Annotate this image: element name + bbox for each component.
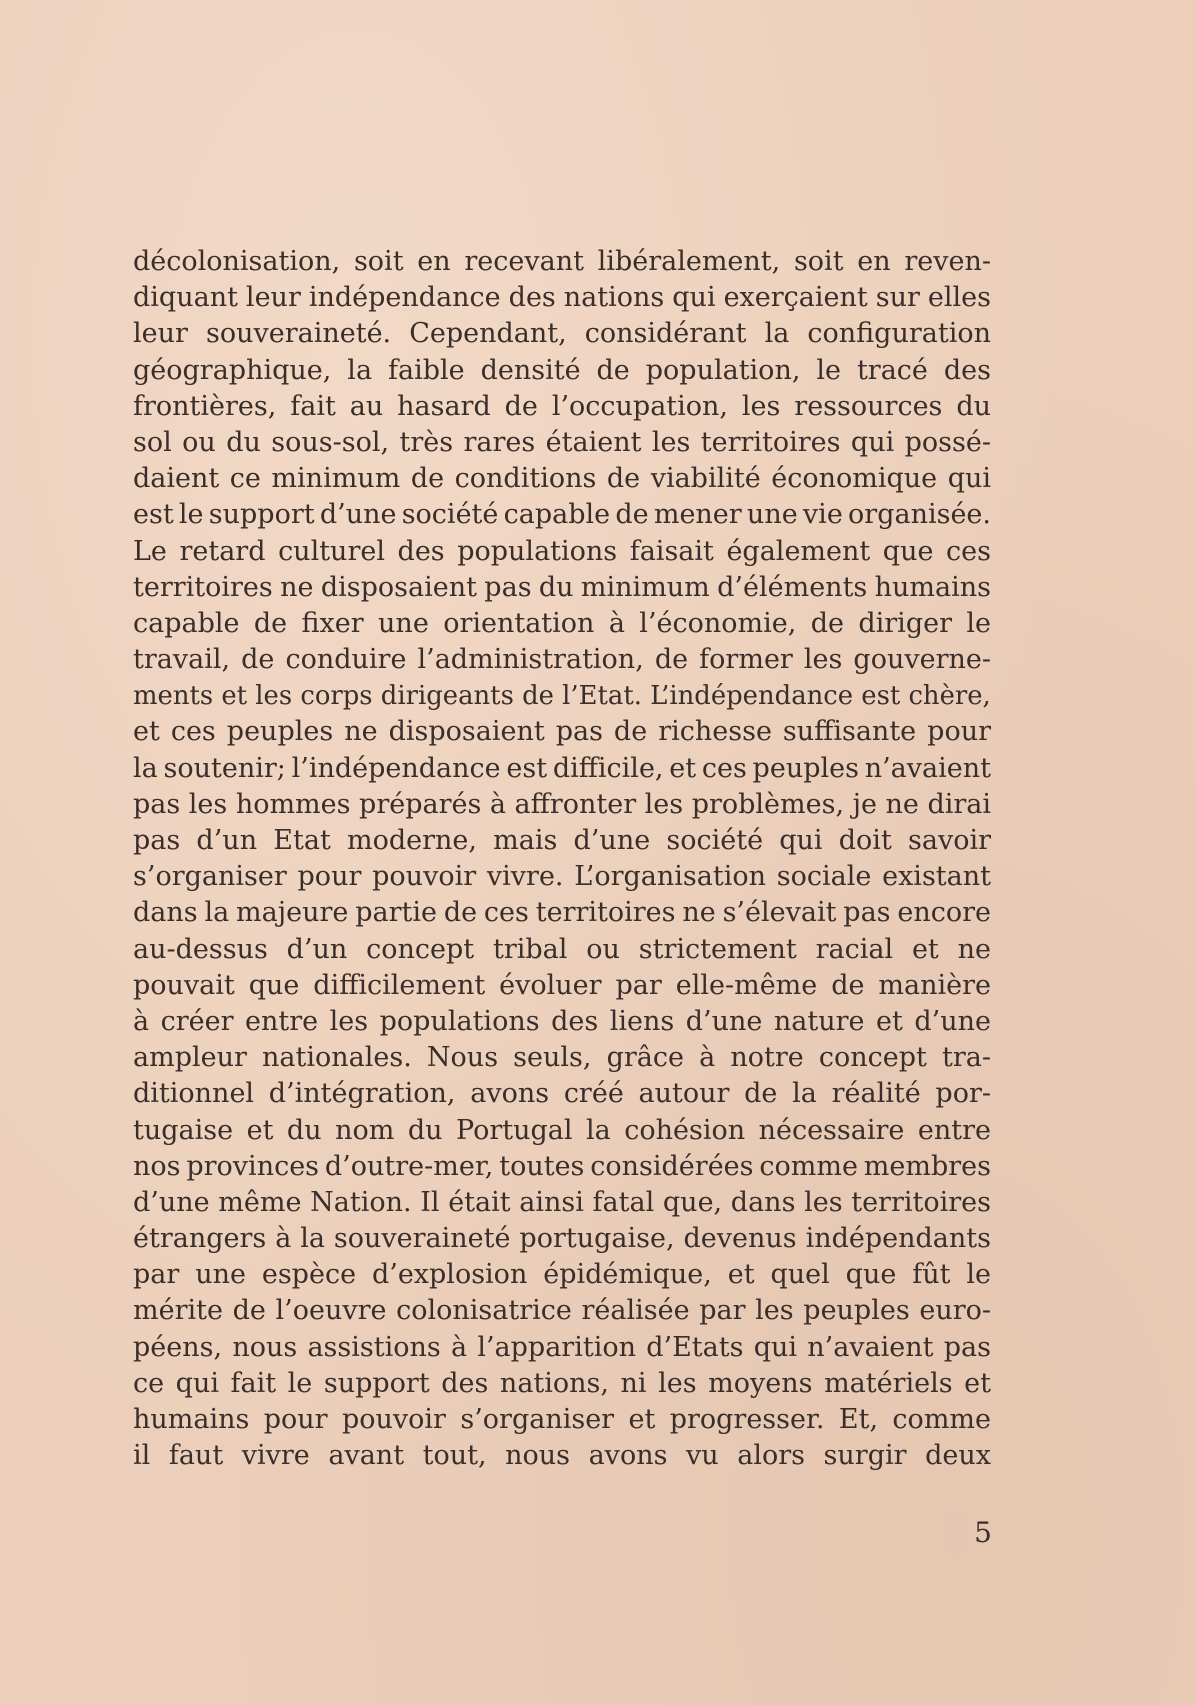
- text-line: capable de fixer une orientation à l’économie, de diriger le: [133, 607, 991, 639]
- text-line: il faut vivre avant tout, nous avons vu alors surgir deux: [133, 1440, 991, 1472]
- text-line: leur souveraineté. Cependant, considérant la configuration: [133, 318, 991, 350]
- text-line: ments et les corps dirigeants de l’Etat. L’indépendance est chère,: [133, 681, 991, 712]
- text-line: à créer entre les populations des liens d’une nature et d’une: [133, 1005, 991, 1037]
- text-line: étrangers à la souveraineté portugaise, devenus indépendants: [133, 1223, 991, 1255]
- text-line: et ces peuples ne disposaient pas de richesse suffisante pour: [133, 716, 991, 748]
- text-line: travail, de conduire l’administration, de former les gouverne-: [133, 644, 991, 676]
- text-line: est le support d’une société capable de mener une vie organisée.: [133, 499, 991, 531]
- text-line: Le retard culturel des populations faisait également que ces: [133, 535, 991, 567]
- text-line: frontières, fait au hasard de l’occupation, les ressources du: [133, 390, 991, 422]
- text-line: nos provinces d’outre-mer, toutes considérées comme membres: [133, 1150, 991, 1182]
- text-line: d’une même Nation. Il était ainsi fatal que, dans les territoires: [133, 1186, 991, 1218]
- text-line: dans la majeure partie de ces territoires ne s’élevait pas encore: [133, 897, 991, 929]
- page-number: 5: [974, 1516, 992, 1549]
- text-line: s’organiser pour pouvoir vivre. L’organisation sociale existant: [133, 861, 991, 893]
- text-line: décolonisation, soit en recevant libéralement, soit en reven-: [133, 246, 991, 277]
- text-line: daient ce minimum de conditions de viabilité économique qui: [133, 463, 991, 495]
- body-text: [133, 244, 991, 1474]
- text-line: ce qui fait le support des nations, ni les moyens matériels et: [133, 1367, 991, 1399]
- text-line: géographique, la faible densité de population, le tracé des: [133, 354, 991, 386]
- text-line: ampleur nationales. Nous seuls, grâce à notre concept tra-: [133, 1042, 991, 1074]
- text-line: péens, nous assistions à l’apparition d’Etats qui n’avaient pas: [133, 1331, 991, 1363]
- text-line: tugaise et du nom du Portugal la cohésion nécessaire entre: [133, 1114, 991, 1146]
- text-line: pas les hommes préparés à affronter les problèmes, je ne dirai: [133, 788, 991, 820]
- text-line: ditionnel d’intégration, avons créé autour de la réalité por-: [133, 1078, 991, 1110]
- text-line: mérite de l’oeuvre colonisatrice réalisée par les peuples euro-: [133, 1295, 991, 1327]
- text-line: la soutenir; l’indépendance est difficile, et ces peuples n’avaient: [133, 752, 991, 784]
- text-line: territoires ne disposaient pas du minimum d’éléments humains: [133, 571, 991, 603]
- text-line: humains pour pouvoir s’organiser et progresser. Et, comme: [133, 1404, 991, 1435]
- text-line: pas d’un Etat moderne, mais d’une société qui doit savoir: [133, 825, 991, 856]
- text-line: sol ou du sous-sol, très rares étaient les territoires qui possé-: [133, 426, 991, 458]
- text-line: diquant leur indépendance des nations qui exerçaient sur elles: [133, 282, 991, 314]
- text-line: au-dessus d’un concept tribal ou strictement racial et ne: [133, 933, 991, 965]
- text-line: pouvait que difficilement évoluer par elle-même de manière: [133, 969, 991, 1001]
- text-line: par une espèce d’explosion épidémique, et quel que fût le: [133, 1259, 991, 1291]
